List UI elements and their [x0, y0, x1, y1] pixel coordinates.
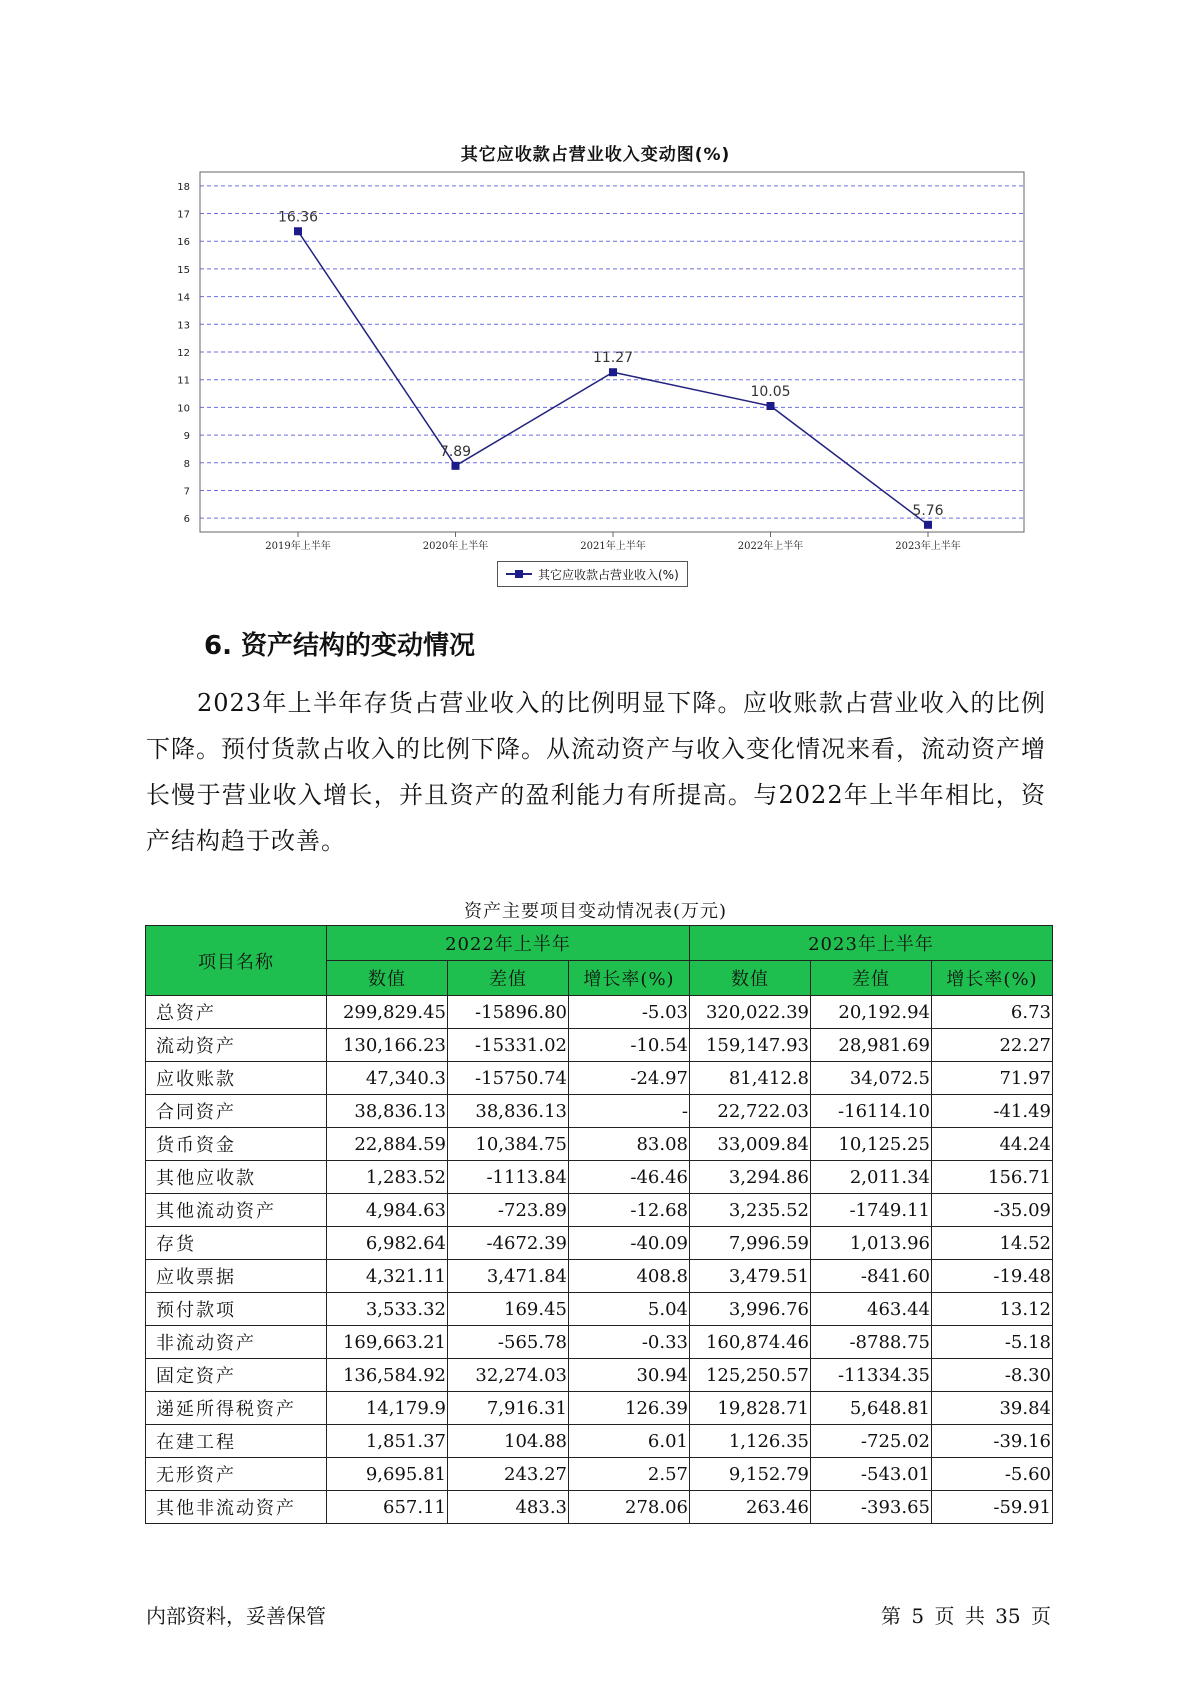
table-row: [146, 1359, 1053, 1392]
footer-confidential-note: 内部资料，妥善保管: [146, 1604, 326, 1628]
table-row: [146, 1095, 1053, 1128]
y-tick-label: 16: [177, 237, 190, 249]
table-cell: 169,663.21: [327, 1326, 448, 1359]
table-cell: 156.71: [932, 1161, 1053, 1194]
subheader-value: 数值: [327, 961, 448, 996]
data-label: 5.76: [912, 502, 944, 519]
table-cell: 6,982.64: [327, 1227, 448, 1260]
table-cell: -8788.75: [811, 1326, 932, 1359]
table-cell: -24.97: [569, 1062, 690, 1095]
row-label: 流动资产: [146, 1029, 327, 1062]
row-label: 其他非流动资产: [146, 1491, 327, 1524]
x-tick-label: 2021年上半年: [580, 541, 646, 552]
y-tick-label: 18: [177, 181, 190, 193]
table-cell: 1,851.37: [327, 1425, 448, 1458]
table-cell: 22,722.03: [690, 1095, 811, 1128]
row-label: 货币资金: [146, 1128, 327, 1161]
subheader-growth: 增长率(%): [932, 961, 1053, 996]
table-cell: 71.97: [932, 1062, 1053, 1095]
data-label: 16.36: [277, 209, 319, 226]
table-cell: -565.78: [448, 1326, 569, 1359]
table-cell: 9,695.81: [327, 1458, 448, 1491]
table-cell: 130,166.23: [327, 1029, 448, 1062]
table-cell: 4,321.11: [327, 1260, 448, 1293]
table-cell: 160,874.46: [690, 1326, 811, 1359]
table-cell: -16114.10: [811, 1095, 932, 1128]
table-cell: -841.60: [811, 1260, 932, 1293]
row-label: 递延所得税资产: [146, 1392, 327, 1425]
table-cell: 47,340.3: [327, 1062, 448, 1095]
section-heading: 6. 资产结构的变动情况: [204, 631, 476, 661]
table-cell: 34,072.5: [811, 1062, 932, 1095]
table-row: [146, 1392, 1053, 1425]
subheader-value: 数值: [690, 961, 811, 996]
row-label: 总资产: [146, 996, 327, 1029]
x-tick-label: 2020年上半年: [422, 541, 489, 552]
table-cell: 5.04: [569, 1293, 690, 1326]
table-cell: 1,013.96: [811, 1227, 932, 1260]
table-cell: 3,996.76: [690, 1293, 811, 1326]
table-cell: -1113.84: [448, 1161, 569, 1194]
y-tick-label: 7: [183, 486, 190, 498]
table-cell: 14,179.9: [327, 1392, 448, 1425]
chart-legend: [497, 561, 688, 587]
table-cell: -5.18: [932, 1326, 1053, 1359]
table-cell: -15750.74: [448, 1062, 569, 1095]
table-cell: 657.11: [327, 1491, 448, 1524]
table-cell: -46.46: [569, 1161, 690, 1194]
y-tick-label: 13: [177, 320, 190, 332]
table-row: [146, 1227, 1053, 1260]
table-cell: 1,283.52: [327, 1161, 448, 1194]
x-tick-label: 2019年上半年: [265, 541, 331, 552]
table-cell: -725.02: [811, 1425, 932, 1458]
row-label: 在建工程: [146, 1425, 327, 1458]
table-cell: 3,235.52: [690, 1194, 811, 1227]
analysis-paragraph: 2023年上半年存货占营业收入的比例明显下降。应收账款占营业收入的比例下降。预付货款占收入的比例下降。从流动资产与收入变化情况来看，流动资产增长慢于营业收入增长，并且资产的盈利能力有所提高。与2022年上半年相比，资产结构趋于改善。: [146, 689, 1046, 855]
table-cell: 4,984.63: [327, 1194, 448, 1227]
table-cell: 1,126.35: [690, 1425, 811, 1458]
table-row: [146, 1425, 1053, 1458]
asset-change-table: [145, 925, 1053, 1524]
table-caption: 资产主要项目变动情况表(万元): [463, 901, 728, 922]
data-label: 10.05: [750, 384, 791, 400]
table-cell: 3,471.84: [448, 1260, 569, 1293]
chart-title: 其它应收款占营业收入变动图(%): [460, 145, 731, 165]
table-cell: -5.03: [569, 996, 690, 1029]
table-cell: 483.3: [448, 1491, 569, 1524]
row-label: 预付款项: [146, 1293, 327, 1326]
table-cell: -19.48: [932, 1260, 1053, 1293]
row-label: 存货: [146, 1227, 327, 1260]
data-point-marker: [609, 368, 617, 376]
table-row: [146, 1260, 1053, 1293]
data-label: 11.27: [592, 350, 634, 367]
subheader-growth: 增长率(%): [569, 961, 690, 996]
table-cell: 299,829.45: [327, 996, 448, 1029]
table-cell: 32,274.03: [448, 1359, 569, 1392]
table-cell: 3,533.32: [327, 1293, 448, 1326]
table-cell: 463.44: [811, 1293, 932, 1326]
table-cell: -393.65: [811, 1491, 932, 1524]
table-cell: 104.88: [448, 1425, 569, 1458]
table-row: [146, 1128, 1053, 1161]
table-row: [146, 1458, 1053, 1491]
table-cell: 83.08: [569, 1128, 690, 1161]
x-tick-label: 2023年上半年: [895, 541, 961, 552]
table-cell: 2,011.34: [811, 1161, 932, 1194]
table-cell: 125,250.57: [690, 1359, 811, 1392]
table-cell: 6.73: [932, 996, 1053, 1029]
table-cell: 126.39: [569, 1392, 690, 1425]
table-cell: 5,648.81: [811, 1392, 932, 1425]
table-cell: 14.52: [932, 1227, 1053, 1260]
table-cell: -39.16: [932, 1425, 1053, 1458]
period-header-2023: 2023年上半年: [690, 926, 1053, 961]
table-cell: -41.49: [932, 1095, 1053, 1128]
table-cell: -: [569, 1095, 690, 1128]
table-cell: 408.8: [569, 1260, 690, 1293]
legend-line-marker-icon: [506, 569, 532, 579]
table-cell: 3,294.86: [690, 1161, 811, 1194]
footer-page-number: 第 5 页 共 35 页: [881, 1604, 1051, 1628]
series-line: [298, 231, 928, 525]
table-cell: 33,009.84: [690, 1128, 811, 1161]
table-cell: 7,996.59: [690, 1227, 811, 1260]
x-tick-label: 2022年上半年: [737, 541, 804, 552]
table-row: [146, 1326, 1053, 1359]
table-cell: -723.89: [448, 1194, 569, 1227]
table-cell: 263.46: [690, 1491, 811, 1524]
subheader-diff: 差值: [811, 961, 932, 996]
table-cell: 320,022.39: [690, 996, 811, 1029]
row-label: 无形资产: [146, 1458, 327, 1491]
table-cell: 6.01: [569, 1425, 690, 1458]
y-tick-label: 10: [177, 403, 190, 415]
table-cell: -8.30: [932, 1359, 1053, 1392]
row-label: 应收账款: [146, 1062, 327, 1095]
table-cell: 278.06: [569, 1491, 690, 1524]
row-label: 应收票据: [146, 1260, 327, 1293]
data-point-marker: [294, 227, 302, 235]
data-point-marker: [767, 402, 775, 410]
y-tick-label: 6: [183, 514, 190, 526]
y-tick-label: 12: [177, 348, 190, 359]
y-tick-label: 15: [177, 264, 190, 276]
table-cell: 30.94: [569, 1359, 690, 1392]
y-tick-label: 14: [177, 292, 190, 304]
table-cell: -4672.39: [448, 1227, 569, 1260]
table-cell: 22,884.59: [327, 1128, 448, 1161]
table-cell: 28,981.69: [811, 1029, 932, 1062]
table-cell: -0.33: [569, 1326, 690, 1359]
legend-label: 其它应收款占营业收入(%): [538, 567, 679, 582]
table-cell: 44.24: [932, 1128, 1053, 1161]
table-cell: -11334.35: [811, 1359, 932, 1392]
table-row: [146, 1194, 1053, 1227]
table-row: [146, 1029, 1053, 1062]
data-point-marker: [452, 462, 460, 470]
table-cell: 10,125.25: [811, 1128, 932, 1161]
period-header-2022: 2022年上半年: [327, 926, 690, 961]
table-cell: -5.60: [932, 1458, 1053, 1491]
y-tick-label: 17: [177, 209, 190, 221]
table-row: [146, 1161, 1053, 1194]
table-cell: 169.45: [448, 1293, 569, 1326]
table-cell: 20,192.94: [811, 996, 932, 1029]
table-row: [146, 1293, 1053, 1326]
y-tick-label: 11: [177, 375, 190, 387]
table-cell: 159,147.93: [690, 1029, 811, 1062]
table-cell: -15331.02: [448, 1029, 569, 1062]
table-cell: 19,828.71: [690, 1392, 811, 1425]
row-label: 其他应收款: [146, 1161, 327, 1194]
table-cell: 3,479.51: [690, 1260, 811, 1293]
table-body: [146, 996, 1053, 1524]
subheader-diff: 差值: [448, 961, 569, 996]
table-cell: 13.12: [932, 1293, 1053, 1326]
line-chart: [0, 0, 1191, 600]
y-tick-label: 8: [183, 458, 190, 470]
y-tick-label: 9: [183, 431, 190, 443]
table-cell: -1749.11: [811, 1194, 932, 1227]
table-cell: 9,152.79: [690, 1458, 811, 1491]
row-label: 非流动资产: [146, 1326, 327, 1359]
data-point-marker: [924, 521, 932, 529]
table-cell: -15896.80: [448, 996, 569, 1029]
table-cell: 10,384.75: [448, 1128, 569, 1161]
row-label: 固定资产: [146, 1359, 327, 1392]
table-row: [146, 996, 1053, 1029]
table-cell: 7,916.31: [448, 1392, 569, 1425]
table-cell: -40.09: [569, 1227, 690, 1260]
table-cell: 243.27: [448, 1458, 569, 1491]
table-cell: 2.57: [569, 1458, 690, 1491]
table-cell: 38,836.13: [327, 1095, 448, 1128]
data-label: 7.89: [439, 443, 472, 460]
table-cell: -35.09: [932, 1194, 1053, 1227]
table-cell: -59.91: [932, 1491, 1053, 1524]
table-cell: 136,584.92: [327, 1359, 448, 1392]
table-cell: -10.54: [569, 1029, 690, 1062]
table-row: [146, 1062, 1053, 1095]
row-label: 其他流动资产: [146, 1194, 327, 1227]
row-label: 合同资产: [146, 1095, 327, 1128]
table-cell: 39.84: [932, 1392, 1053, 1425]
table-row: [146, 1491, 1053, 1524]
table-cell: 22.27: [932, 1029, 1053, 1062]
table-cell: 38,836.13: [448, 1095, 569, 1128]
table-cell: -543.01: [811, 1458, 932, 1491]
table-cell: 81,412.8: [690, 1062, 811, 1095]
item-name-header: 项目名称: [146, 926, 327, 996]
table-cell: -12.68: [569, 1194, 690, 1227]
